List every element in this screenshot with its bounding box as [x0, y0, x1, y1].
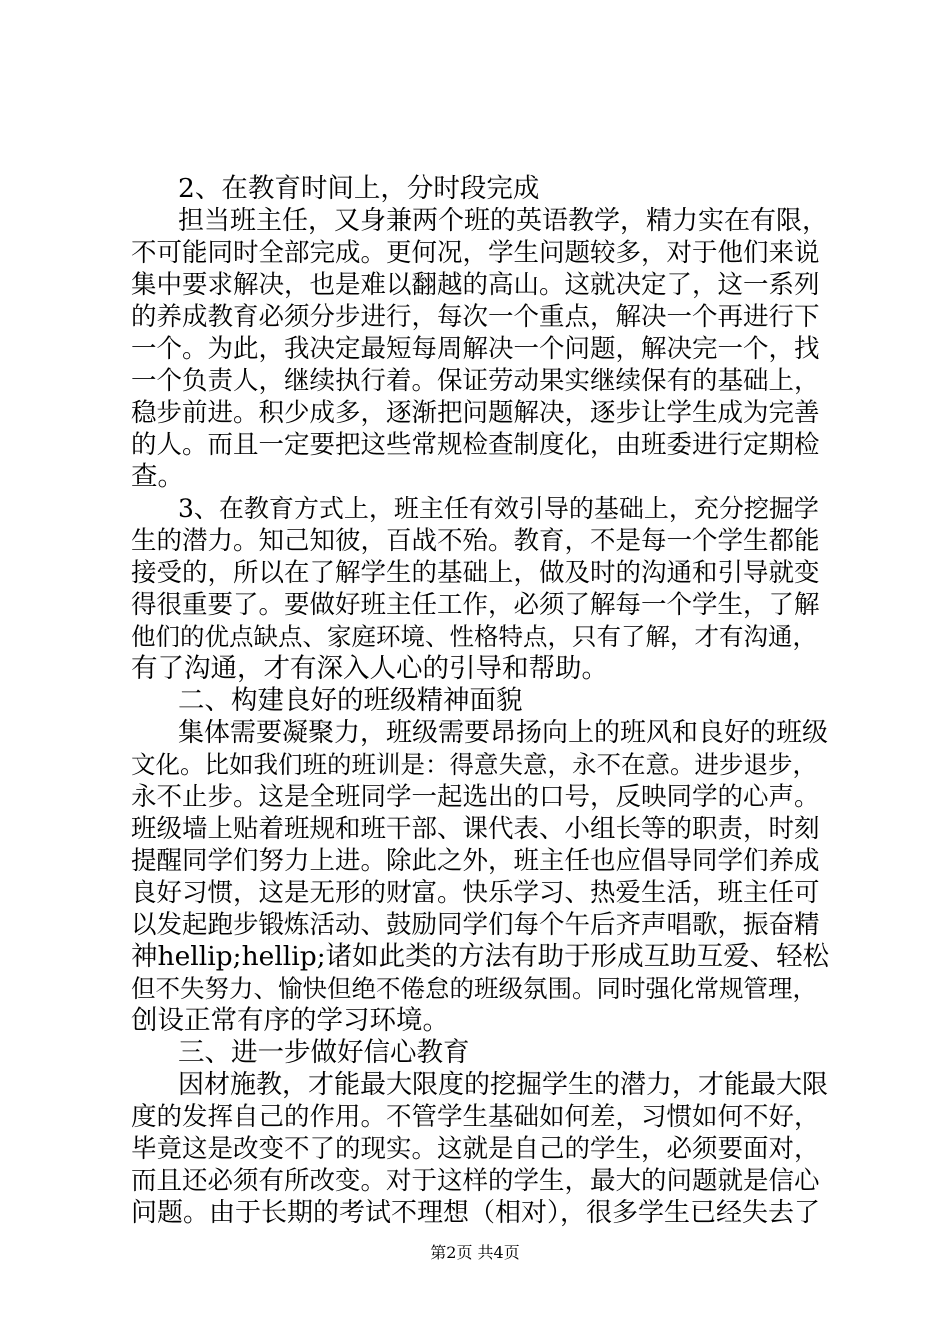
paragraph-line: 查。	[131, 461, 184, 492]
paragraph-line: 得很重要了。要做好班主任工作，必须了解每一个学生，了解	[131, 590, 820, 620]
paragraph-line: 他们的优点缺点、家庭环境、性格特点，只有了解，才有沟通，	[131, 622, 817, 651]
paragraph-line: 因材施教，才能最大限度的挖掘学生的潜力，才能最大限	[178, 1070, 829, 1100]
page-footer: 第2页 共4页	[430, 1243, 520, 1262]
section-heading-confidence: 三、进一步做好信心教育	[178, 1037, 470, 1068]
paragraph-line: 一个负责人，继续执行着。保证劳动果实继续保有的基础上，	[131, 366, 820, 396]
paragraph-line: 有了沟通，才有深入人心的引导和帮助。	[131, 653, 608, 684]
paragraph-line: 接受的，所以在了解学生的基础上，做及时的沟通和引导就变	[131, 558, 820, 588]
paragraph-line: 问题。由于长期的考试不理想（相对），很多学生已经失去了	[131, 1198, 821, 1228]
paragraph-line: 班级墙上贴着班规和班干部、课代表、小组长等的职责，时刻	[131, 814, 820, 844]
paragraph-line: 度的发挥自己的作用。不管学生基础如何差，习惯如何不好，	[131, 1102, 820, 1132]
section-heading-class-spirit: 二、构建良好的班级精神面貌	[178, 685, 523, 716]
paragraph-line: 但不失努力、愉快但绝不倦怠的班级氛围。同时强化常规管理，	[131, 974, 817, 1003]
paragraph-line: 担当班主任，又身兼两个班的英语教学，精力实在有限，	[178, 206, 829, 236]
paragraph-line: 的人。而且一定要把这些常规检查制度化，由班委进行定期检	[131, 430, 820, 460]
paragraph-line: 提醒同学们努力上进。除此之外，班主任也应倡导同学们养成	[131, 846, 820, 876]
paragraph-line: 以发起跑步锻炼活动、鼓励同学们每个午后齐声唱歌，振奋精	[131, 910, 820, 940]
paragraph-line: 而且还必须有所改变。对于这样的学生，最大的问题就是信心	[131, 1166, 820, 1196]
section-heading-method: 3、在教育方式上，班主任有效引导的基础上，充分挖掘学	[178, 494, 819, 523]
paragraph-line: 永不止步。这是全班同学一起选出的口号，反映同学的心声。	[131, 782, 820, 812]
paragraph-line: 良好习惯，这是无形的财富。快乐学习、热爱生活，班主任可	[131, 878, 820, 908]
paragraph-line: 创设正常有序的学习环境。	[131, 1005, 449, 1036]
paragraph-line: 生的潜力。知己知彼，百战不殆。教育，不是每一个学生都能	[131, 526, 820, 556]
paragraph-line: 稳步前进。积少成多，逐渐把问题解决，逐步让学生成为完善	[131, 398, 820, 428]
paragraph-line: 神hellip;hellip;诸如此类的方法有助于形成互助互爱、轻松	[131, 941, 830, 972]
paragraph-line: 集中要求解决，也是难以翻越的高山。这就决定了，这一系列	[131, 270, 820, 300]
paragraph-line: 的养成教育必须分步进行，每次一个重点，解决一个再进行下	[131, 302, 820, 332]
paragraph-line: 毕竟这是改变不了的现实。这就是自己的学生，必须要面对，	[131, 1134, 820, 1164]
section-heading-time: 2、在教育时间上，分时段完成	[178, 173, 540, 204]
paragraph-line: 不可能同时全部完成。更何况，学生问题较多，对于他们来说	[131, 238, 820, 268]
paragraph-line: 集体需要凝聚力，班级需要昂扬向上的班风和良好的班级	[178, 718, 829, 748]
paragraph-line: 一个。为此，我决定最短每周解决一个问题，解决完一个，找	[131, 334, 820, 364]
paragraph-line: 文化。比如我们班的班训是：得意失意，永不在意。进步退步，	[131, 750, 817, 779]
